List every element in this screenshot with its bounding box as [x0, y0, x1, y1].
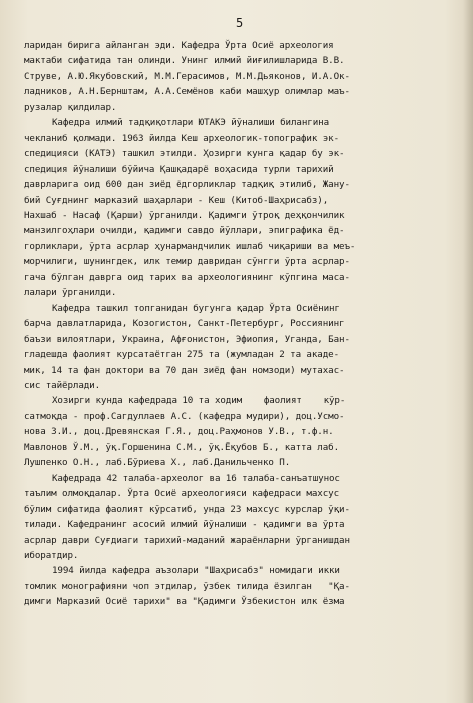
page-edge-shadow [463, 0, 473, 703]
text-line: бий Суғднинг марказий шаҳарлари - Кеш (Китоб-Шаҳрисабз), [24, 194, 329, 206]
text-line: спедиция йўналиши бўйича Қашқадарё воҳасида турли тарихий [24, 163, 334, 175]
text-line: Струве, А.Ю.Якубовский, М.М.Герасимов, М.М.Дьяконов, И.А.Ок- [24, 70, 350, 82]
text-line: спедицияси (КАТЭ) ташкил этилди. Ҳозирги кунга қадар бу эк- [24, 148, 345, 160]
text-line: ларидан бирига айланган эди. Кафедра Ўрта Осиё археология [24, 40, 334, 51]
text-line: Нахшаб - Насаф (Қарши) ўрганилди. Қадимги ўтроқ деҳқончилик [24, 209, 345, 221]
text-line: иборатдир. [24, 549, 79, 561]
paragraph-3 [24, 301, 455, 394]
text-line: нова З.И., доц.Древянская Г.Я., доц.Раҳмонов У.В., т.ф.н. [24, 426, 334, 438]
text-line: мактаби сифатида тан олинди. Унинг илмий йиғилишларида В.В. [24, 55, 345, 67]
text-line: Мавлонов Ў.М., ўқ.Горшенина С.М., ўқ.Ёқубов Б., катта лаб. [24, 441, 340, 453]
text-line: мик, 14 та фан доктори ва 70 дан зиёд фан номзоди) мутахас- [24, 364, 345, 376]
text-line: манзилгоҳлари очилди, қадимги савдо йўллари, эпиграфика ёд- [24, 225, 345, 237]
text-line: ладников, А.Н.Бернштам, А.А.Семёнов каби машҳур олимлар маъ- [24, 86, 350, 98]
text-line: Кафедрада 42 талаба-археолог ва 16 талаба-санъатшунос [52, 472, 340, 484]
text-line: сис тайёрлади. [24, 379, 101, 391]
text-line: лалари ўрганилди. [24, 287, 117, 299]
paragraph-1 [24, 38, 455, 115]
text-line: горликлари, ўрта асрлар ҳунармандчилик ишлаб чиқариши ва меъ- [24, 240, 356, 252]
paragraph-2 [24, 115, 455, 300]
text-line: чекланиб қолмади. 1963 йилда Кеш археологик-топографик эк- [24, 132, 340, 144]
text-line: гладешда фаолият курсатаётган 275 та (жумладан 2 та акаде- [24, 349, 340, 361]
text-line: гача бўлган даврга оид тарих ва археологиянинг кўпгина маса- [24, 271, 350, 283]
paragraph-5 [24, 471, 455, 564]
text-line: баъзи вилоятлари, Украина, Афғонистон, Эфиопия, Уганда, Бан- [24, 333, 350, 345]
text-line: Хозирги кунда кафедрада 10 та ходим фаолият кўр- [52, 395, 346, 407]
page-number: 5 [235, 16, 244, 30]
text-line: сатмоқда - проф.Сагдуллаев А.С. (кафедра мудири), доц.Усмо- [24, 410, 345, 422]
paragraph-4 [24, 393, 455, 470]
text-line: бўлим сифатида фаолият кўрсатиб, унда 23 махсус курслар ўқи- [24, 503, 350, 515]
text-line: даврларига оид 600 дан зиёд ёдгорликлар тадқиқ этилиб, Жану- [24, 179, 350, 191]
text-line: рузалар қилдилар. [24, 101, 117, 113]
text-line: морчилиги, шунингдек, илк темир давридан сўнгги ўрта асрлар- [24, 256, 350, 268]
text-line: таълим олмоқдалар. Ўрта Осиё археологияси кафедраси махсус [24, 488, 340, 500]
text-line: димги Марказий Осиё тарихи" ва "Қадимги Ўзбекистон илк ёзма [24, 596, 345, 608]
text-line: томлик монографияни чоп этдилар, ўзбек тилида ёзилган "Қа- [24, 580, 350, 592]
text-line: Кафедра ташкил топганидан бугунга қадар Ўрта Осиёнинг [52, 302, 340, 314]
text-line: 1994 йилда кафедра аъзолари "Шаҳрисабз" номидаги икки [52, 565, 340, 577]
text-line: Кафедра илмий тадқиқотлари ЮТАКЭ йўналиши билангина [52, 117, 329, 129]
paragraph-6 [24, 563, 455, 609]
text-line: тилади. Кафедранинг асосий илмий йўналиши - қадимги ва ўрта [24, 519, 345, 531]
text-line: Лушпенко О.Н., лаб.Бўриева Х., лаб.Данильченко П. [24, 457, 291, 469]
text-line: асрлар даври Суғдиаги тарихий-маданий жараёнларни ўрганишдан [24, 534, 350, 546]
text-line: барча давлатларида, Козогистон, Санкт-Петербург, Россиянинг [24, 318, 345, 330]
